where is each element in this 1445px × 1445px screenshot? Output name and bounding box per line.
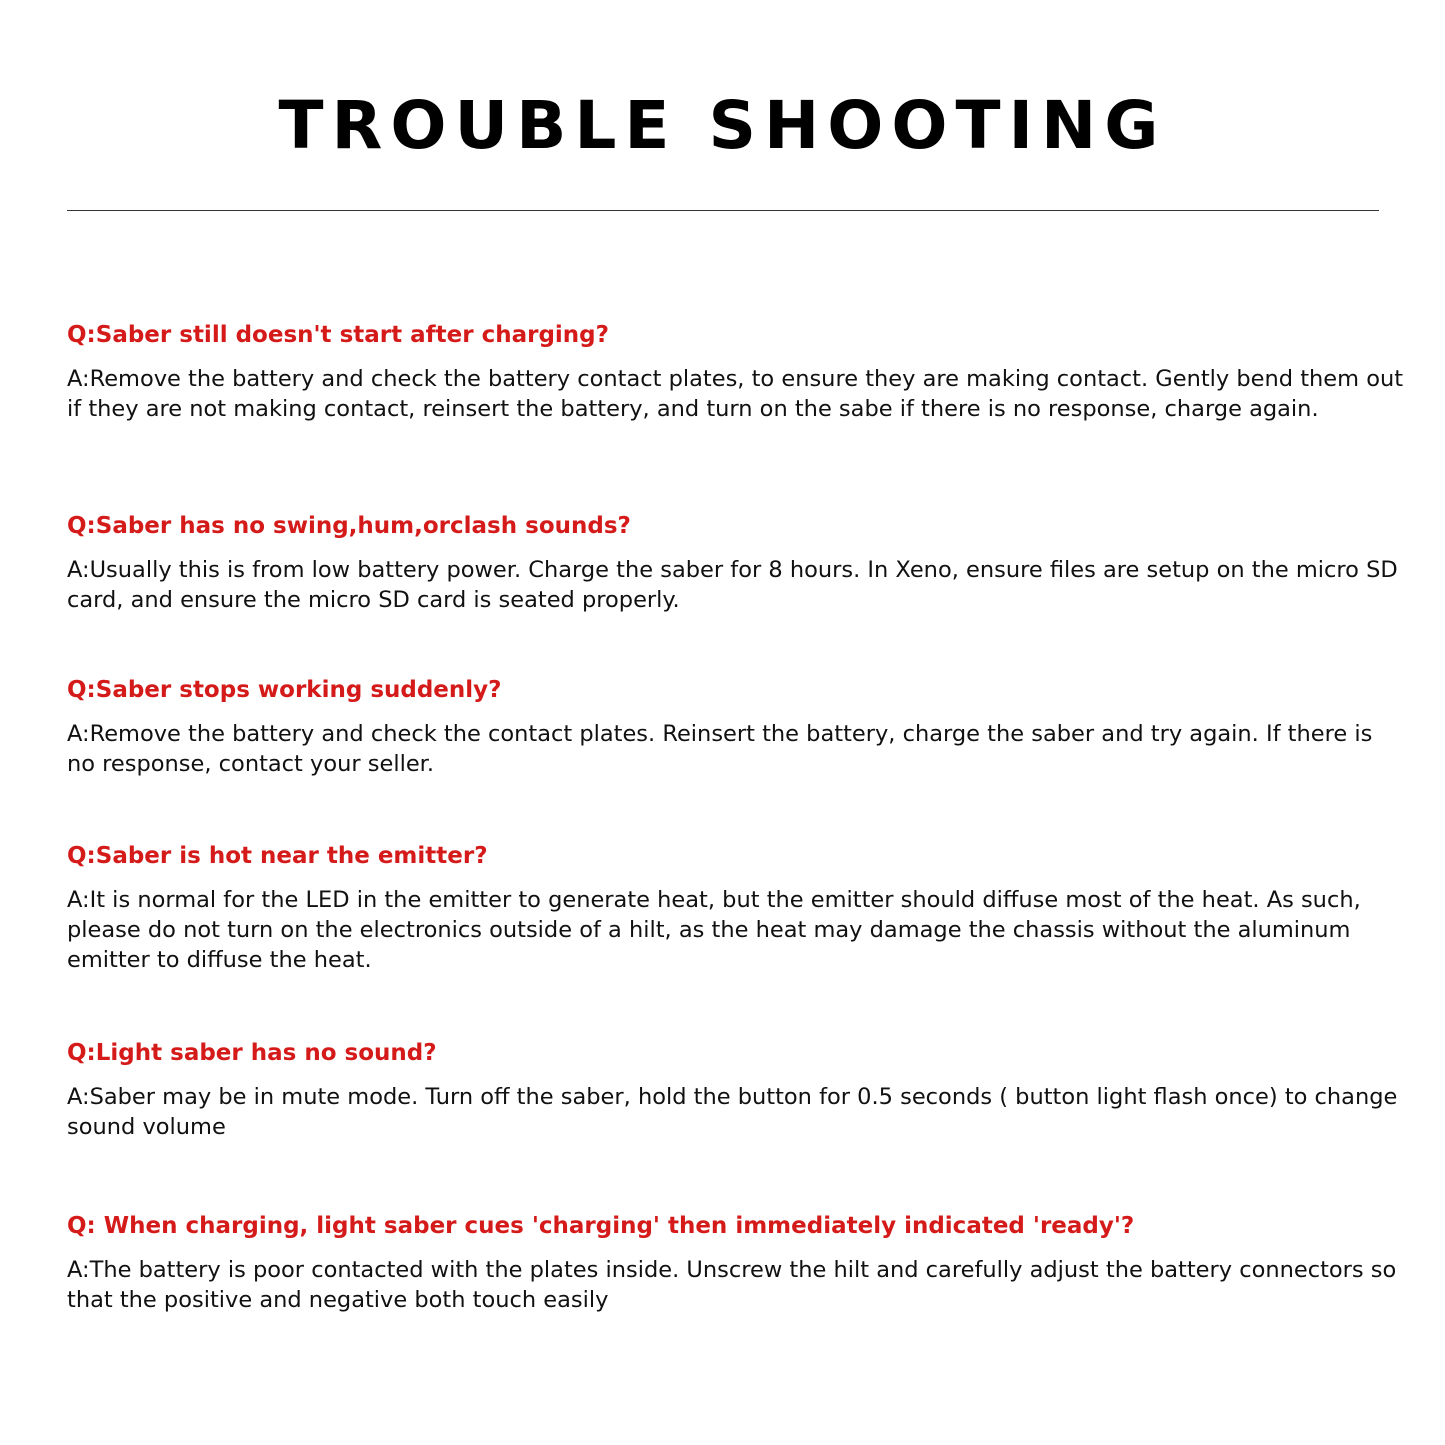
page-title: TROUBLE SHOOTING <box>278 87 1167 164</box>
faq-item <box>67 675 1407 779</box>
faq-question: Q: When charging, light saber cues 'charging' then immediately indicated 'ready'? <box>67 1213 1135 1239</box>
faq-question: Q:Saber has no swing,hum,orclash sounds? <box>67 513 631 539</box>
faq-answer: A:It is normal for the LED in the emitter to generate heat, but the emitter should diffuse most of the heat. As such, please do not turn on the electronics outside of a hilt, as the heat may damage the chassis without the aluminum emitter to diffuse the heat. <box>67 887 1361 973</box>
title-divider <box>67 210 1379 211</box>
faq-answer: A:The battery is poor contacted with the plates inside. Unscrew the hilt and carefully adjust the battery connectors so that the positive and negative both touch easily <box>67 1257 1397 1313</box>
faq-answer: A:Remove the battery and check the battery contact plates, to ensure they are making contact. Gently bend them out if they are not making contact, reinsert the battery, and turn on the sabe if there is no response, charge again. <box>67 366 1404 422</box>
faq-question: Q:Light saber has no sound? <box>67 1040 437 1066</box>
faq-item <box>67 1211 1407 1315</box>
faq-question: Q:Saber still doesn't start after charging? <box>67 322 609 348</box>
faq-question: Q:Saber is hot near the emitter? <box>67 843 488 869</box>
faq-item <box>67 1038 1407 1142</box>
faq-answer: A:Usually this is from low battery power. Charge the saber for 8 hours. In Xeno, ensure files are setup on the micro SD card, and ensure the micro SD card is seated properly. <box>67 557 1398 613</box>
faq-answer: A:Remove the battery and check the contact plates. Reinsert the battery, charge the saber and try again. If there is no response, contact your seller. <box>67 721 1373 777</box>
faq-item <box>67 511 1407 615</box>
faq-item <box>67 841 1407 975</box>
faq-answer: A:Saber may be in mute mode. Turn off the saber, hold the button for 0.5 seconds ( button light flash once) to change sound volume <box>67 1084 1398 1140</box>
faq-item <box>67 320 1407 424</box>
faq-question: Q:Saber stops working suddenly? <box>67 677 502 703</box>
